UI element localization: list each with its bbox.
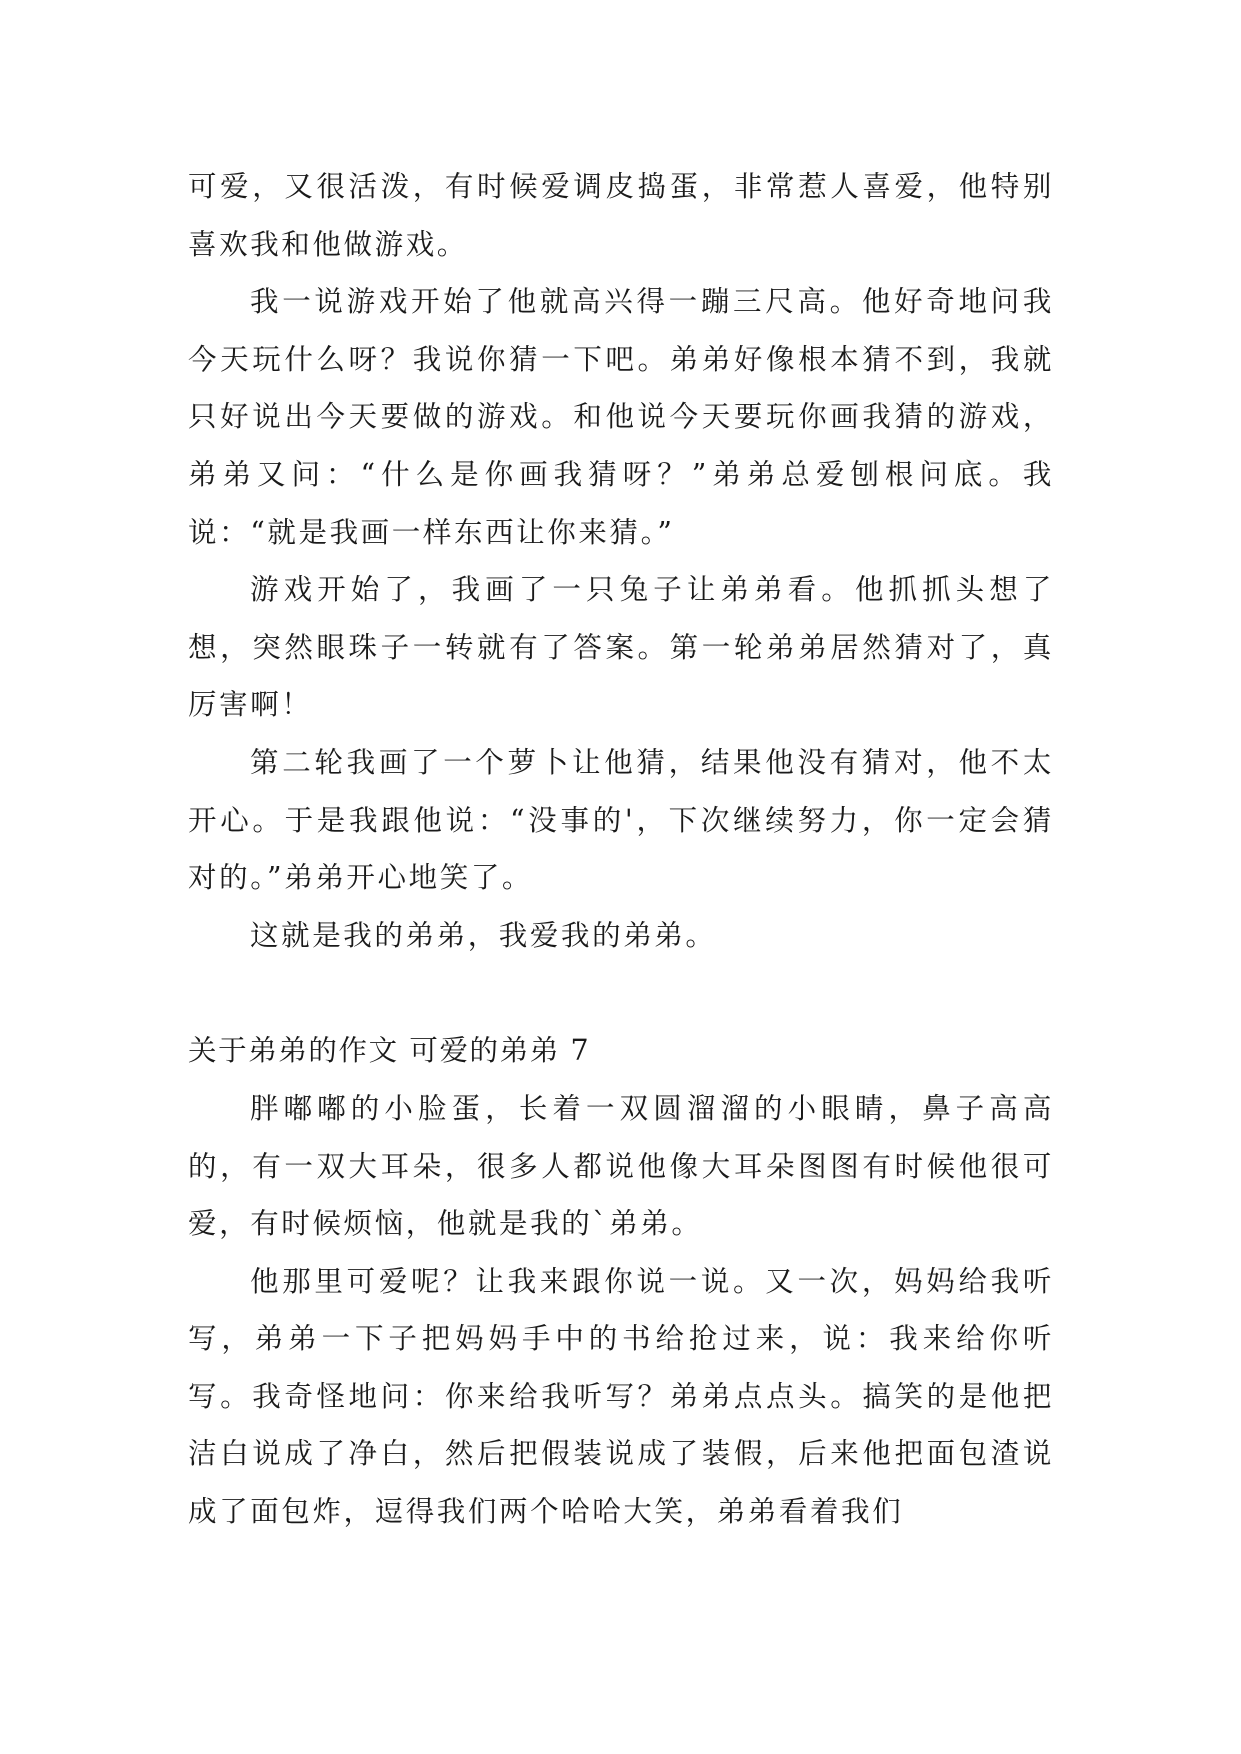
paragraph-7: 他那里可爱呢？让我来跟你说一说。又一次，妈妈给我听写，弟弟一下子把妈妈手中的书给抢过来，说：我来给你听写。我奇怪地问：你来给我听写？弟弟点点头。搞笑的是他把洁白说成了净白，然后把假装说成了装假，后来他把面包渣说成了面包炸，逗得我们两个哈哈大笑，弟弟看着我们 bbox=[188, 1264, 1054, 1529]
document-body bbox=[188, 158, 1054, 1541]
paragraph-3: 游戏开始了，我画了一只兔子让弟弟看。他抓抓头想了想，突然眼珠子一转就有了答案。第一轮弟弟居然猜对了，真厉害啊！ bbox=[188, 573, 1054, 722]
paragraph-6: 胖嘟嘟的小脸蛋，长着一双圆溜溜的小眼睛，鼻子高高的，有一双大耳朵，很多人都说他像大耳朵图图有时候他很可爱，有时候烦恼，他就是我的`弟弟。 bbox=[188, 1091, 1054, 1241]
paragraph-1: 可爱，又很活泼，有时候爱调皮捣蛋，非常惹人喜爱，他特别喜欢我和他做游戏。 bbox=[188, 170, 1054, 261]
section-heading: 关于弟弟的作文 可爱的弟弟 7 bbox=[188, 1034, 591, 1068]
paragraph-2: 我一说游戏开始了他就高兴得一蹦三尺高。他好奇地问我今天玩什么呀？我说你猜一下吧。弟弟好像根本猜不到，我就只好说出今天要做的游戏。和他说今天要玩你画我猜的游戏，弟弟又问：“什么是你画我猜呀？”弟弟总爱刨根问底。我说：“就是我画一样东西让你来猜。” bbox=[188, 285, 1054, 549]
paragraph-4: 第二轮我画了一个萝卜让他猜，结果他没有猜对，他不太开心。于是我跟他说：“没事的'，下次继续努力，你一定会猜对的。”弟弟开心地笑了。 bbox=[188, 745, 1054, 895]
paragraph-5: 这就是我的弟弟，我爱我的弟弟。 bbox=[250, 918, 717, 952]
